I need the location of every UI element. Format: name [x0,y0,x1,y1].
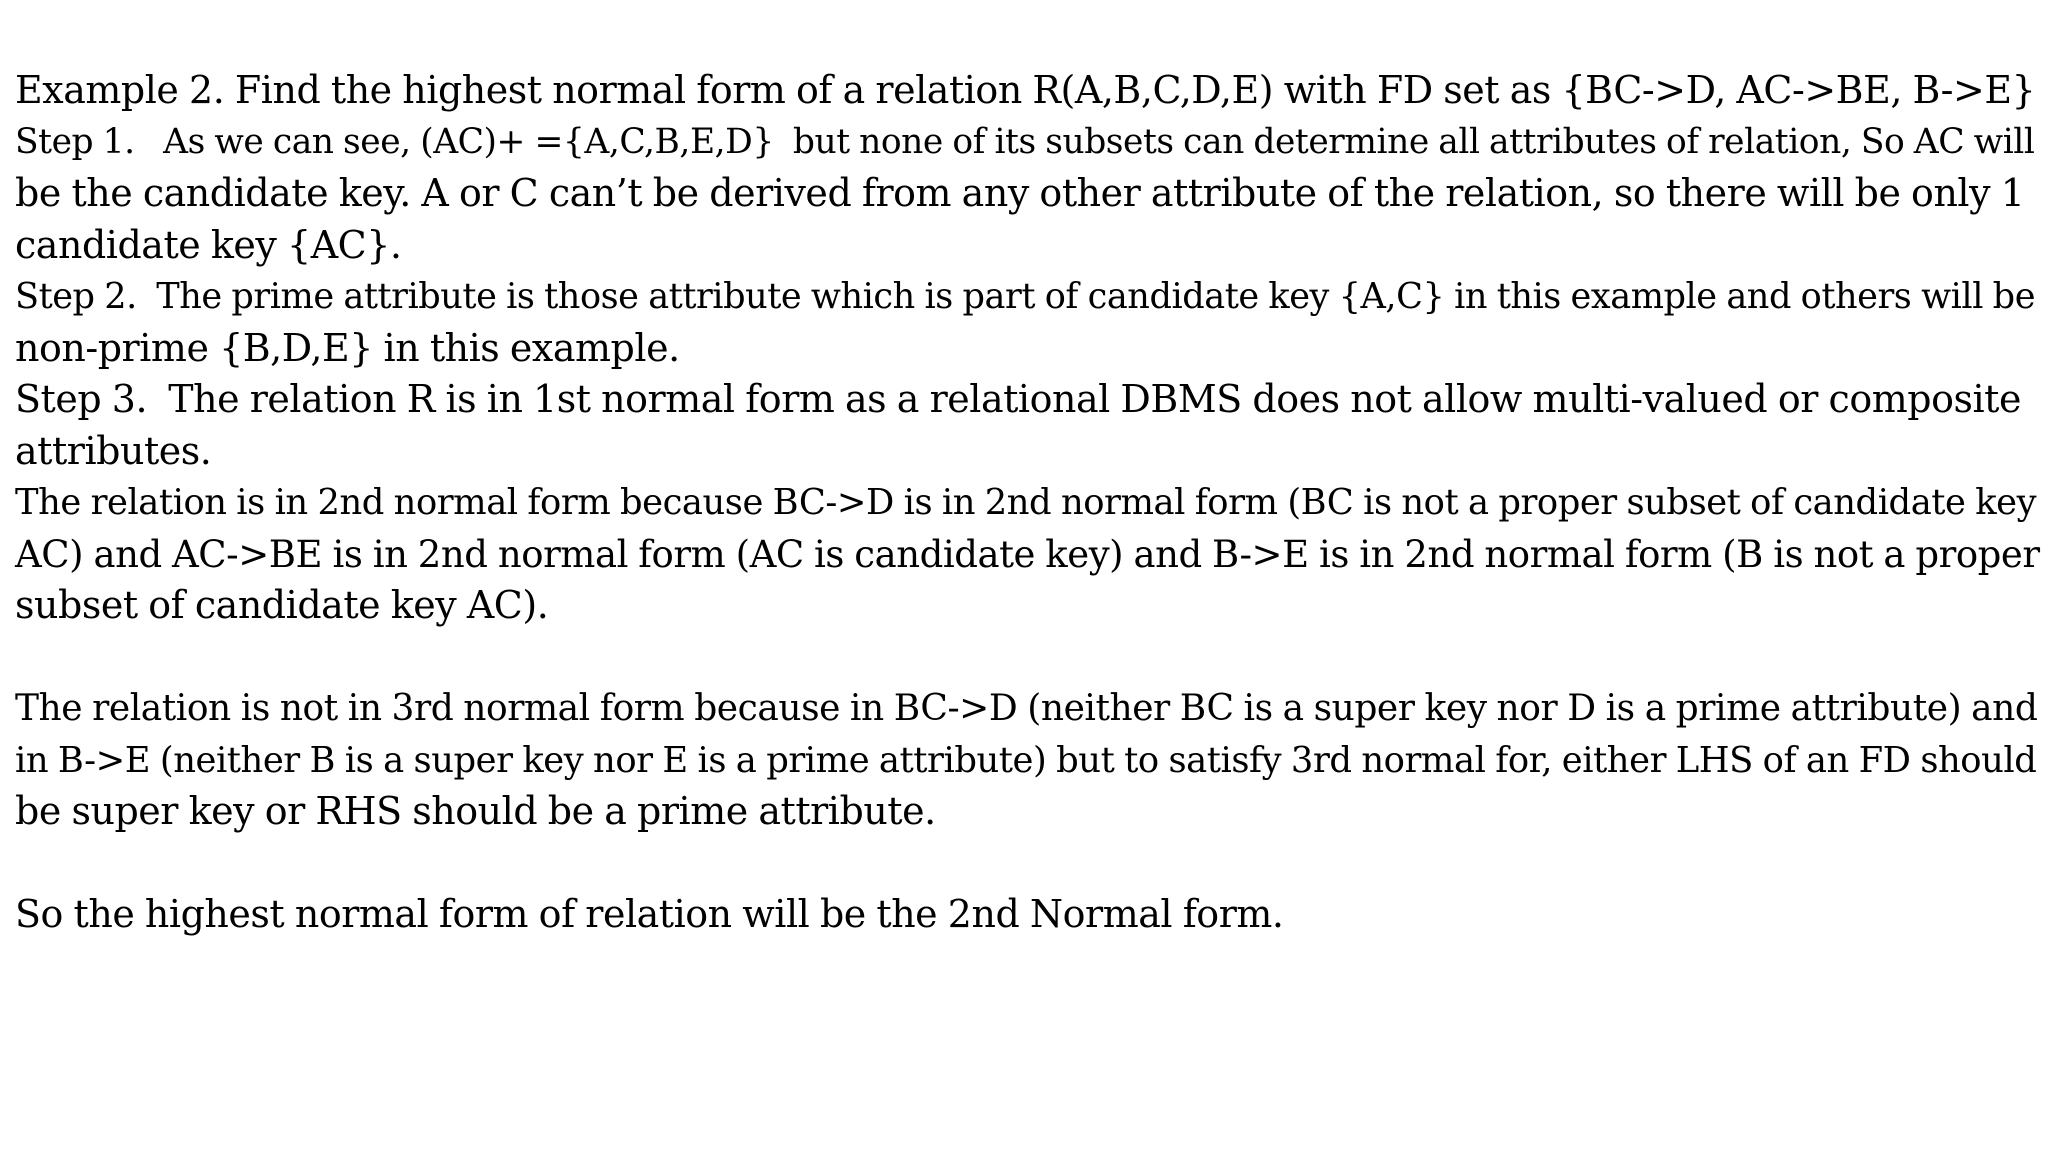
step-3-line-2: attributes. [15,428,212,473]
third-nf-line-1: The relation is not in 3rd normal form because in BC->D (neither BC is a super key nor D is a prime attribute) and [15,688,2038,729]
second-nf-line-2: AC) and AC->BE is in 2nd normal form (AC is candidate key) and B->E is in 2nd normal form (B is not a proper [15,532,2040,576]
step-2-line-2: non-prime {B,D,E} in this example. [15,325,680,370]
paragraph-spacer [15,632,2045,684]
step-1-line-1: Step 1. As we can see, (AC)+ ={A,C,B,E,D} but none of its subsets can determine all attributes of relation, So AC will [15,121,2035,162]
step-1-line-2: be the candidate key. A or C can’t be derived from any other attribute of the relation, so there will be only 1 [15,171,2025,215]
text-body [15,65,2045,941]
paragraph-spacer [15,838,2045,890]
third-nf-line-2: in B->E (neither B is a super key nor E is a prime attribute) but to satisfy 3rd normal for, either LHS of an FD should [15,739,2037,781]
step-3-line-1: Step 3. The relation R is in 1st normal form as a relational DBMS does not allow multi-valued or composite [15,377,2021,421]
conclusion-line: So the highest normal form of relation will be the 2nd Normal form. [15,892,1284,936]
step-1-line-3: candidate key {AC}. [15,222,402,267]
third-nf-line-3: be super key or RHS should be a prime attribute. [15,789,936,833]
second-nf-line-3: subset of candidate key AC). [15,583,549,627]
second-nf-line-1: The relation is in 2nd normal form because BC->D is in 2nd normal form (BC is not a proper subset of candidate key [15,482,2037,523]
example-title-line: Example 2. Find the highest normal form of a relation R(A,B,C,D,E) with FD set as {BC->D, AC->BE, B->E} [15,68,2036,112]
step-2-line-1: Step 2. The prime attribute is those attribute which is part of candidate key {A,C} in this example and others will be [15,276,2036,317]
